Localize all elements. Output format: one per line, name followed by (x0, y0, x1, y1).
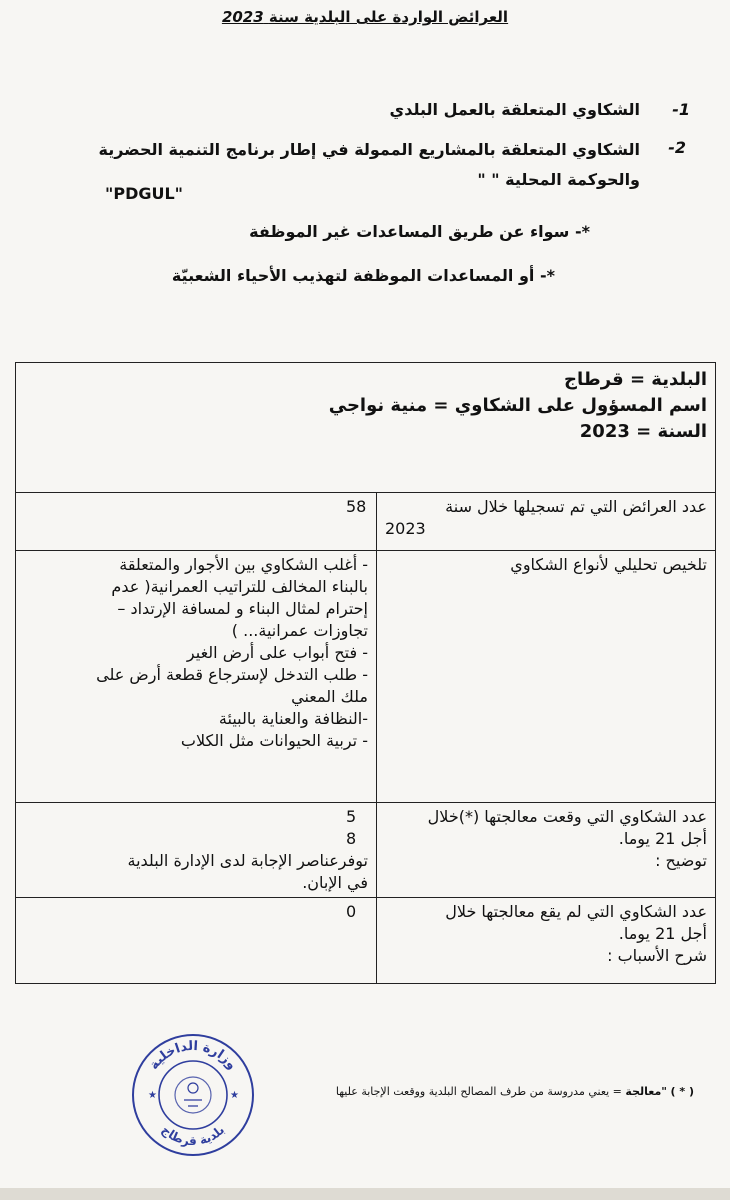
document-title (0, 8, 730, 26)
complaints-table (15, 362, 716, 984)
row-2-value-line: إحترام لمثال البناء و لمسافة الإرتداد – (117, 599, 368, 618)
row-2-value-line: - تربية الحيوانات مثل الكلاب (180, 731, 368, 750)
municipality-line: البلدية = قرطاج (564, 369, 707, 390)
row-2-value-line: - فتح أبواب على أرض الغير (186, 643, 368, 662)
row-2-label: تلخيص تحليلي لأنواع الشكاوي (377, 551, 716, 803)
row-3-value (16, 803, 377, 898)
list-item-1-number: -1 (672, 100, 690, 119)
row-3-label-line: أجل 21 يوما. (618, 829, 707, 848)
pdgul-label: "PDGUL" (105, 184, 183, 203)
row-3-label (377, 803, 716, 898)
svg-text:بلدية قرطاج (159, 1123, 227, 1148)
row-4-label-line: عدد الشكاوي التي لم يقع معالجتها خلال (445, 902, 707, 921)
footnote (336, 1085, 694, 1098)
row-4-label-line: شرح الأسباب : (607, 946, 707, 965)
footnote-text: = يعني مدروسة من طرف المصالح البلدية ووقعت الإجابة عليها (335, 1085, 622, 1098)
svg-text:★: ★ (148, 1090, 157, 1101)
row-1-label-line-1: عدد العرائض التي تم تسجيلها خلال سنة (445, 497, 707, 516)
svg-text:★: ★ (230, 1090, 239, 1101)
row-4-label (377, 898, 716, 984)
row-2-value-line: -النظافة والعناية بالبيئة (218, 709, 368, 728)
table-header-cell (16, 363, 716, 493)
row-1-label-line-2: 2023 (385, 519, 426, 538)
list-item-2-line-2: والحوكمة المحلية " " (477, 170, 640, 189)
footnote-marker: ( * ) (670, 1085, 694, 1098)
title-year: 2023 (221, 8, 264, 26)
list-item-2-number: -2 (668, 138, 686, 157)
table-row (16, 898, 716, 984)
scan-edge (0, 1188, 730, 1200)
row-1-value: 58 (16, 493, 377, 551)
row-3-value-line: في الإبان. (302, 873, 368, 892)
municipal-stamp-icon (128, 1030, 258, 1160)
year-line: السنة = 2023 (579, 421, 707, 442)
row-2-value-line: - أغلب الشكاوي بين الأجوار والمتعلقة (119, 555, 368, 574)
list-item-1: الشكاوي المتعلقة بالعمل البلدي (389, 100, 640, 119)
row-3-value-line: توفرعناصر الإجابة لدى الإدارة البلدية (127, 851, 368, 870)
table-row (16, 493, 716, 551)
row-2-value-line: تجاوزات عمرانية... ) (231, 621, 368, 640)
stamp-top-text: وزارة الداخلية (146, 1038, 240, 1073)
row-2-value-line: بالبناء المخالف للتراتيب العمرانية( عدم (111, 577, 368, 596)
row-3-label-line: عدد الشكاوي التي وقعت معالجتها (*)خلال (427, 807, 707, 826)
row-2-value-line: ملك المعني (291, 687, 368, 706)
row-2-value-line: - طلب التدخل لإسترجاع قطعة أرض على (96, 665, 368, 684)
row-3-value-number: 5 8 (346, 807, 357, 848)
table-row (16, 551, 716, 803)
title-text: العرائض الواردة على البلدية سنة (268, 8, 509, 26)
stamp-bottom-text: بلدية قرطاج (158, 1122, 228, 1149)
sub-item-1: *- سواء عن طريق المساعدات غير الموظفة (249, 222, 590, 241)
table-row (16, 803, 716, 898)
row-4-label-line: أجل 21 يوما. (618, 924, 707, 943)
row-1-label (377, 493, 716, 551)
sub-item-2: *- أو المساعدات الموظفة لتهذيب الأحياء الشعبيّة (171, 266, 555, 285)
row-3-label-line: توضيح : (655, 851, 707, 870)
list-item-2-line-1: الشكاوي المتعلقة بالمشاريع الممولة في إطار برنامج التنمية الحضرية (98, 140, 640, 159)
row-2-value (16, 551, 377, 803)
officer-line: اسم المسؤول على الشكاوي = منية نواجي (328, 395, 707, 416)
footnote-term: "معالجة (625, 1085, 668, 1098)
row-4-value: 0 (16, 898, 377, 984)
